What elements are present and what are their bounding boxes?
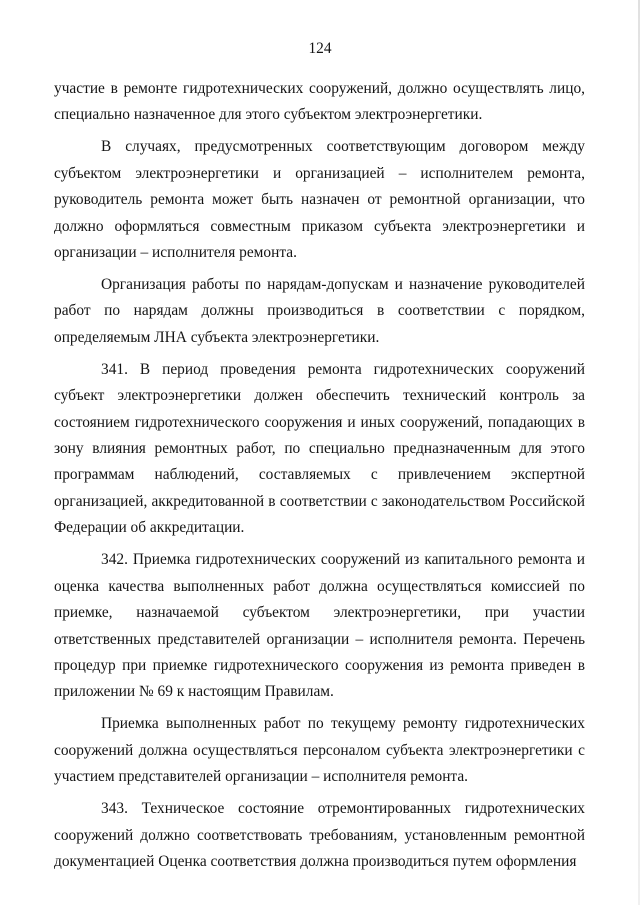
page-number: 124 (308, 40, 332, 57)
paragraph-342: 342. Приемка гидротехнических сооружений из капитального ремонта и оценка качества выполненных работ должна осуществляться комиссией по приемке, назначаемой субъектом электроэнергетики, при участии ответственных представителей организации – исполнителя ремонта. Перечень процедур при приемке гидротехнического сооружения из ремонта приведен в приложении № 69 к настоящим Правилам. (54, 551, 585, 701)
paragraph-341: 341. В период проведения ремонта гидротехнических сооружений субъект электроэнергетики должен обеспечить технический контроль за состоянием гидротехнического сооружения и иных сооружений, попадающих в зону влияния ремонтных работ, по специально предназначенным для этого программам наблюдений, составляемых с привлечением экспертной организацией, аккредитованной в соответствии с законодательством Российской Федерации об аккредитации. (54, 360, 585, 537)
paragraph-continuation: участие в ремонте гидротехнических сооружений, должно осуществлять лицо, специально назначенное для этого субъектом электроэнергетики. (54, 80, 585, 124)
paragraph-current-repair-acceptance: Приемка выполненных работ по текущему ремонту гидротехнических сооружений должна осуществляться персоналом субъекта электроэнергетики с участием представителей организации – исполнителя ремонта. (54, 715, 585, 786)
paragraph-work-permits: Организация работы по нарядам-допускам и назначение руководителей работ по нарядам должны производиться в соответствии с порядком, определяемым ЛНА субъекта электроэнергетики. (54, 276, 585, 346)
document-body (54, 76, 585, 875)
paragraph-343: 343. Техническое состояние отремонтированных гидротехнических сооружений должно соответствовать требованиям, установленным ремонтной документацией Оценка соответствия должна производиться путем оформления (54, 800, 585, 870)
paragraph-repair-supervisor: В случаях, предусмотренных соответствующим договором между субъектом электроэнергетики и организацией – исполнителем ремонта, руководитель ремонта может быть назначен от ремонтной организации, что должно оформляться совместным приказом субъекта электроэнергетики и организации – исполнителя ремонта. (54, 138, 585, 262)
